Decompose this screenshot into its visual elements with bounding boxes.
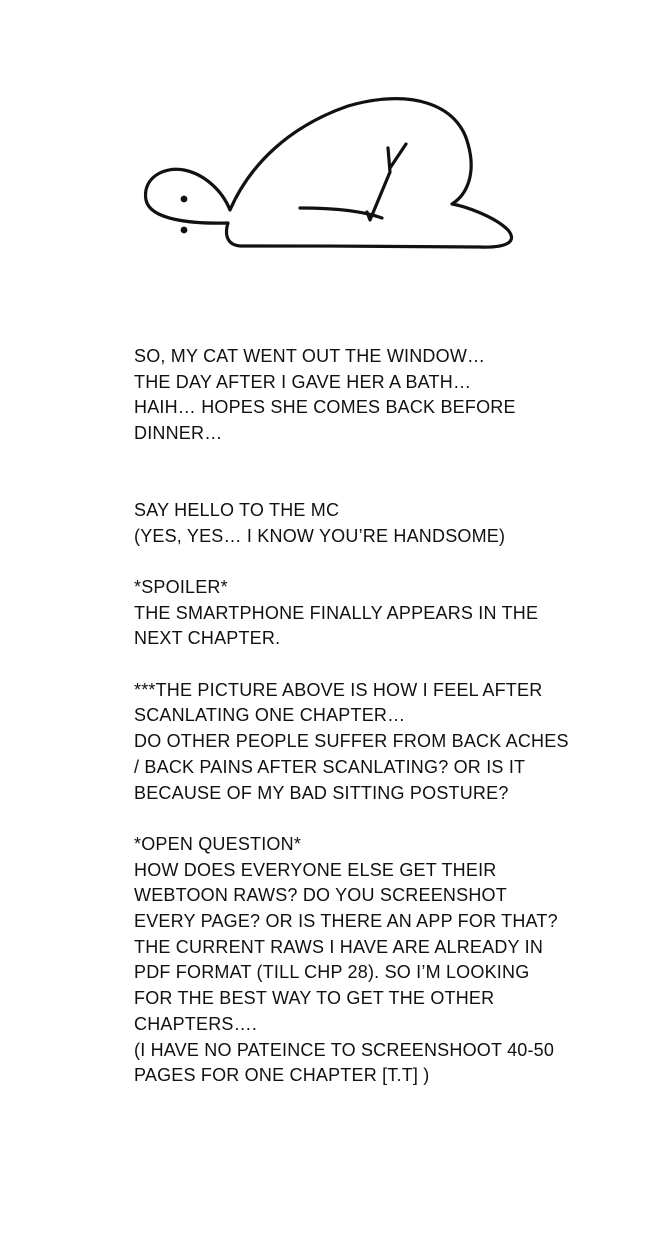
open-question-line: PAGES FOR ONE CHAPTER [T.T] ) (134, 1065, 430, 1086)
intro-block (134, 344, 654, 447)
open-question-line: WEBTOON RAWS? DO YOU SCREENSHOT (134, 885, 507, 906)
picture-note-block (134, 678, 654, 807)
author-notes (134, 344, 654, 1089)
spoiler-block (134, 575, 654, 652)
mc-block (134, 498, 654, 549)
spoiler-line: *SPOILER* (134, 576, 228, 597)
picture-note-line: DO OTHER PEOPLE SUFFER FROM BACK ACHES (134, 731, 569, 752)
bowing-figure-illustration (120, 60, 580, 300)
spacer (134, 549, 654, 575)
open-question-line: FOR THE BEST WAY TO GET THE OTHER (134, 988, 495, 1009)
bowing-figure-icon (120, 60, 580, 300)
spoiler-line: NEXT CHAPTER. (134, 628, 281, 649)
open-question-line: CHAPTERS…. (134, 1013, 258, 1034)
left-eye (181, 196, 188, 203)
open-question-line: (I HAVE NO PATEINCE TO SCREENSHOOT 40-50 (134, 1039, 555, 1060)
intro-line: SO, MY CAT WENT OUT THE WINDOW… (134, 346, 486, 366)
spacer (134, 652, 654, 678)
mc-line: (YES, YES… I KNOW YOU’RE HANDSOME) (134, 525, 506, 546)
open-question-line: THE CURRENT RAWS I HAVE ARE ALREADY IN (134, 936, 544, 957)
mc-line: SAY HELLO TO THE MC (134, 499, 340, 520)
spacer (134, 447, 654, 498)
open-question-line: PDF FORMAT (TILL CHP 28). SO I’M LOOKING (134, 962, 530, 983)
intro-line: THE DAY AFTER I GAVE HER A BATH… (134, 371, 472, 392)
picture-note-line: ***THE PICTURE ABOVE IS HOW I FEEL AFTER (134, 679, 543, 700)
picture-note-line: / BACK PAINS AFTER SCANLATING? OR IS IT (134, 756, 526, 777)
open-question-line: HOW DOES EVERYONE ELSE GET THEIR (134, 859, 497, 880)
open-question-block (134, 832, 654, 1089)
picture-note-line: BECAUSE OF MY BAD SITTING POSTURE? (134, 782, 509, 803)
open-question-line: *OPEN QUESTION* (134, 833, 302, 854)
open-question-line: EVERY PAGE? OR IS THERE AN APP FOR THAT? (134, 911, 558, 932)
spoiler-line: THE SMARTPHONE FINALLY APPEARS IN THE (134, 602, 539, 623)
intro-line: HAIH… HOPES SHE COMES BACK BEFORE (134, 397, 516, 418)
picture-note-line: SCANLATING ONE CHAPTER… (134, 705, 406, 726)
spacer (134, 806, 654, 832)
right-eye (181, 227, 188, 234)
intro-line: DINNER… (134, 423, 223, 444)
